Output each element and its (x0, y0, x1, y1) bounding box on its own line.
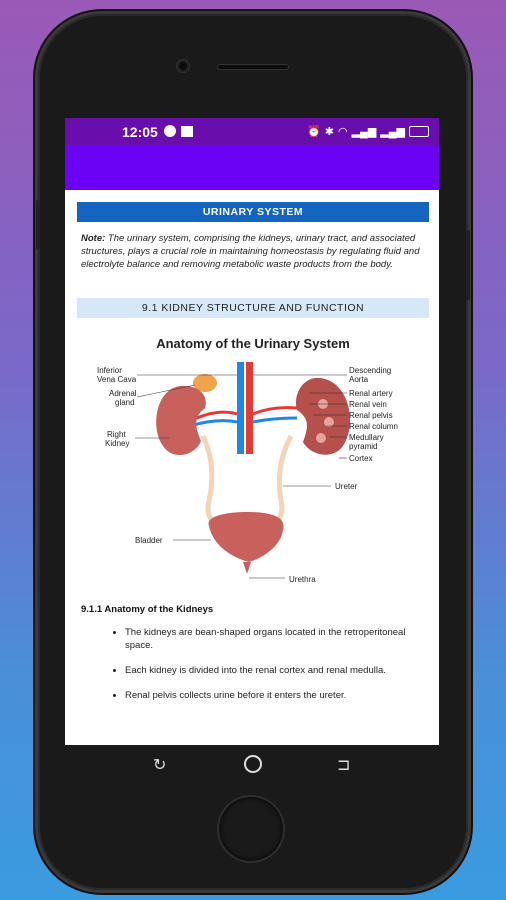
urinary-system-diagram (77, 326, 431, 596)
volume-button (36, 200, 40, 250)
power-button (466, 230, 470, 300)
section-heading: 9.1 KIDNEY STRUCTURE AND FUNCTION (77, 298, 429, 318)
status-icons (307, 125, 429, 138)
renal-vessel-left-blue (190, 421, 237, 426)
note-label: Note: (81, 233, 106, 244)
left-kidney (296, 378, 350, 455)
medullary-pyramid-3 (316, 433, 326, 443)
alarm-icon: ⏰ (307, 126, 321, 138)
label-ivc: Inferior (97, 366, 122, 375)
right-kidney (156, 386, 206, 455)
label-adrenal: Adrenal (109, 389, 137, 398)
urethra-shape (243, 562, 251, 574)
app-notification-icon (164, 125, 176, 137)
note-paragraph (81, 232, 425, 271)
label-renal-vein: Renal vein (349, 400, 387, 409)
signal-icon: ▂▄▆ (351, 126, 377, 138)
doc-title: URINARY SYSTEM (77, 202, 429, 222)
screen (65, 118, 439, 745)
renal-vessel-right-blue (253, 418, 297, 422)
bladder-shape (209, 512, 284, 562)
physical-home-button[interactable] (219, 797, 283, 861)
wifi-icon: ◠ (337, 126, 348, 138)
battery-icon (409, 126, 429, 137)
bullet-list (107, 626, 425, 714)
label-ivc-2: Vena Cava (97, 375, 137, 384)
document-page (75, 190, 437, 745)
label-ureter: Ureter (335, 482, 358, 491)
renal-vessel-right (253, 408, 297, 414)
aorta (246, 362, 253, 454)
signal-icon-2: ▂▄▆ (380, 126, 405, 138)
document-viewer[interactable] (65, 190, 439, 745)
label-bladder: Bladder (135, 536, 163, 545)
list-item: • The kidneys are bean-shaped organs located in the retroperitoneal space. (125, 626, 425, 652)
recent-apps-button[interactable]: ↻ (153, 757, 167, 774)
label-desc-aorta-2: Aorta (349, 375, 369, 384)
status-time: 12:05 (122, 124, 158, 140)
medullary-pyramid-2 (324, 417, 334, 427)
square-notification-icon (181, 126, 193, 137)
label-urethra: Urethra (289, 575, 316, 584)
label-right-kidney: Right (107, 430, 126, 439)
app-bar (65, 146, 439, 190)
label-medullary: Medullary (349, 433, 384, 442)
back-button[interactable]: ⊐ (337, 757, 351, 774)
list-item: • Each kidney is divided into the renal cortex and renal medulla. (125, 664, 425, 677)
label-renal-pelvis: Renal pelvis (349, 411, 393, 420)
label-right-kidney-2: Kidney (105, 439, 130, 448)
list-item: • Renal pelvis collects urine before it enters the ureter. (125, 689, 425, 702)
home-nav-button[interactable] (244, 755, 262, 773)
diagram-title: Anatomy of the Urinary System (156, 336, 350, 351)
earpiece-speaker (217, 64, 289, 70)
front-camera (177, 60, 189, 72)
android-nav-bar (65, 745, 439, 789)
left-ureter (203, 436, 217, 526)
label-renal-column: Renal column (349, 422, 398, 431)
label-medullary-2: pyramid (349, 442, 378, 451)
note-text: The urinary system, comprising the kidneys, urinary tract, and associated structures, plays a crucial role in maintaining homeostasis by regulating fluid and electrolyte balance and removing metabolic waste products from the body. (81, 233, 420, 270)
vena-cava (237, 362, 244, 454)
bluetooth-icon: ✱ (324, 126, 334, 138)
label-cortex: Cortex (349, 454, 373, 463)
right-ureter (273, 436, 291, 526)
label-renal-artery: Renal artery (349, 389, 393, 398)
subheading: 9.1.1 Anatomy of the Kidneys (81, 604, 214, 615)
label-adrenal-2: gland (115, 398, 135, 407)
label-desc-aorta: Descending (349, 366, 392, 375)
status-bar (65, 118, 439, 146)
